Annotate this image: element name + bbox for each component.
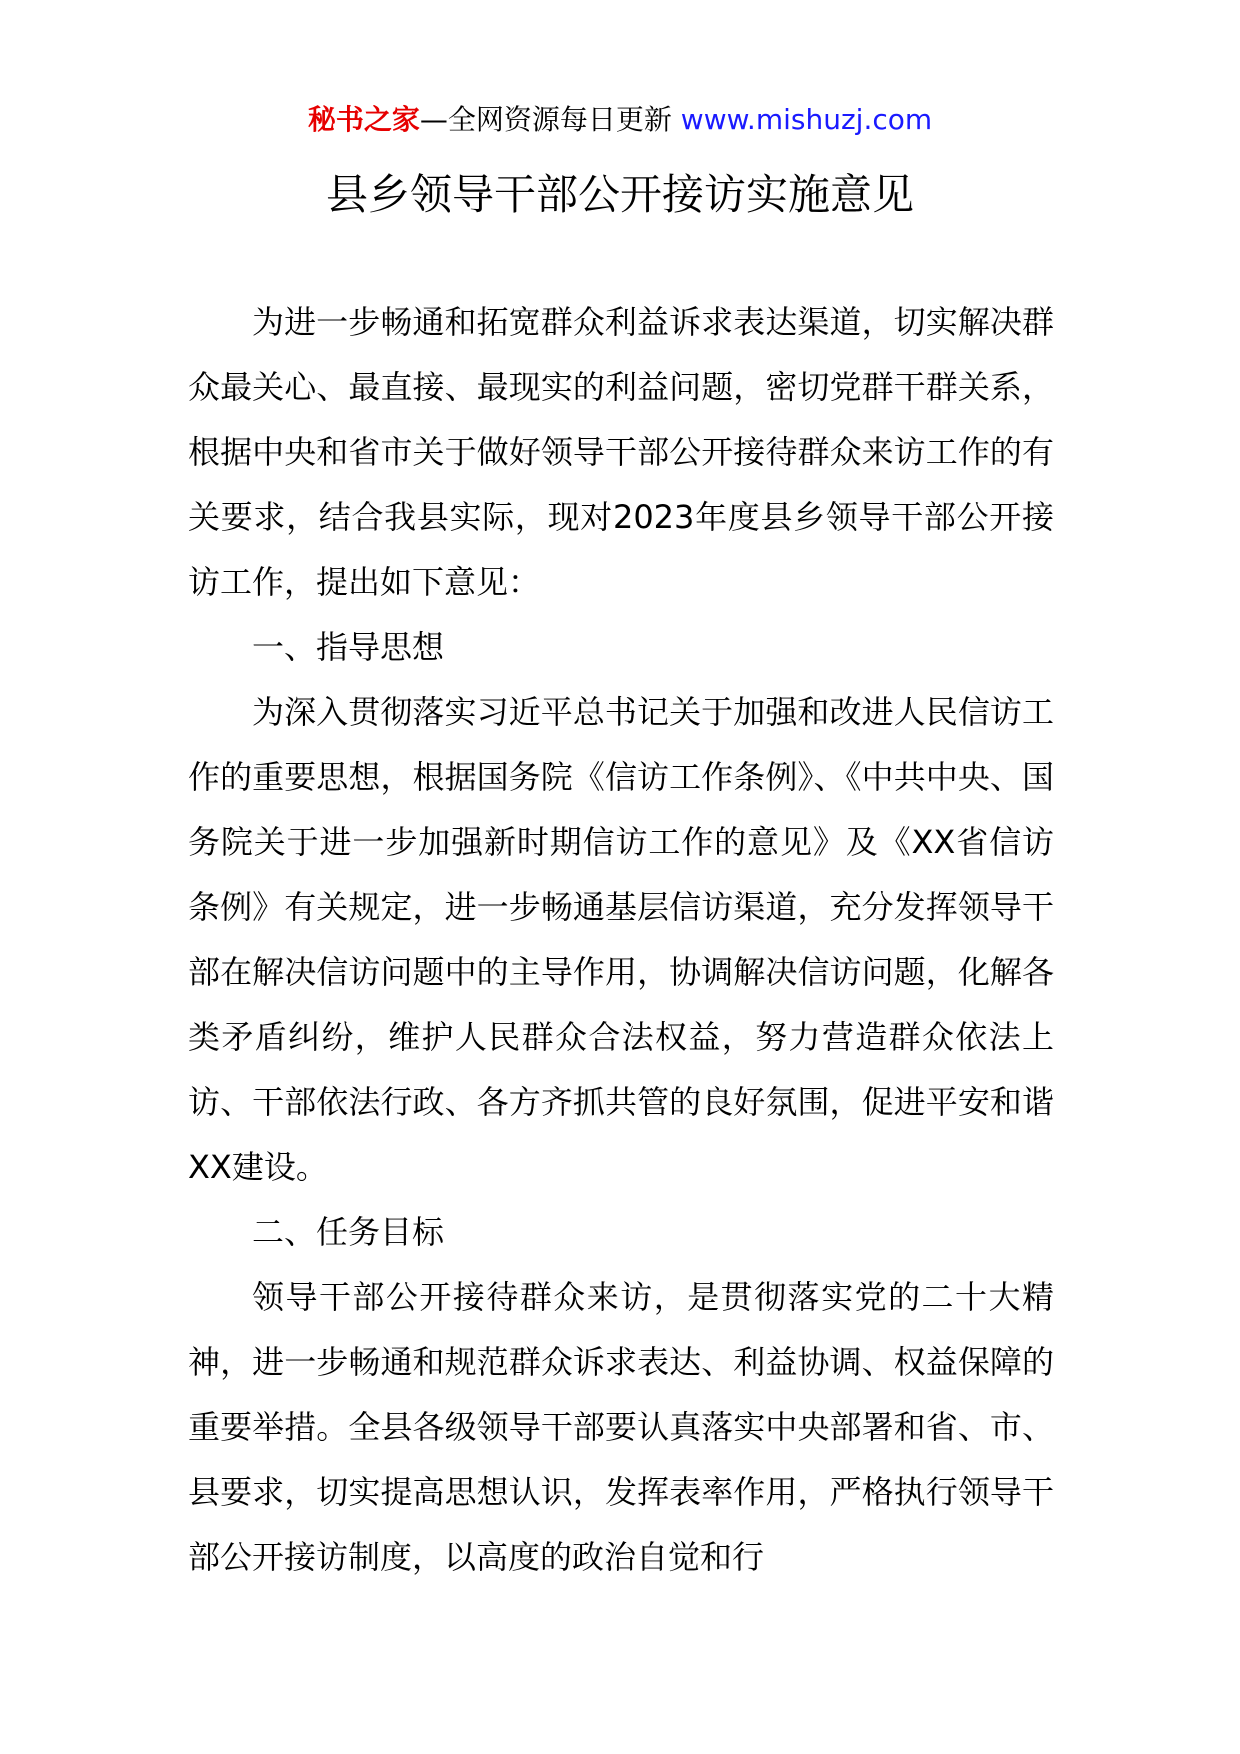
intro-paragraph: 为进一步畅通和拓宽群众利益诉求表达渠道，切实解决群众最关心、最直接、最现实的利益问题，密切党群干群关系，根据中央和省市关于做好领导干部公开接待群众来访工作的有关要求，结合我县实际，现对2023年度县乡领导干部公开接访工作，提出如下意见： — [188, 303, 1054, 601]
site-slogan: —全网资源每日更新 — [419, 103, 672, 136]
section-heading-guiding-ideology: 一、指导思想 — [252, 628, 445, 666]
document-body — [188, 290, 1054, 1590]
section-heading-task-goals: 二、任务目标 — [252, 1213, 445, 1251]
site-url-link[interactable]: www.mishuzj.com — [680, 103, 933, 136]
site-header — [0, 100, 1240, 140]
guiding-ideology-paragraph: 为深入贯彻落实习近平总书记关于加强和改进人民信访工作的重要思想，根据国务院《信访工作条例》、《中共中央、国务院关于进一步加强新时期信访工作的意见》及《XX省信访条例》有关规定，进一步畅通基层信访渠道，充分发挥领导干部在解决信访问题中的主导作用，协调解决信访问题，化解各类矛盾纠纷，维护人民群众合法权益，努力营造群众依法上访、干部依法行政、各方齐抓共管的良好氛围，促进平安和谐XX建设。 — [188, 693, 1054, 1186]
document-title: 县乡领导干部公开接访实施意见 — [325, 170, 914, 219]
brand-name: 秘书之家 — [307, 103, 420, 136]
task-goals-paragraph: 领导干部公开接待群众来访，是贯彻落实党的二十大精神，进一步畅通和规范群众诉求表达、利益协调、权益保障的重要举措。全县各级领导干部要认真落实中央部署和省、市、县要求，切实提高思想认识，发挥表率作用，严格执行领导干部公开接访制度，以高度的政治自觉和行 — [188, 1278, 1054, 1576]
